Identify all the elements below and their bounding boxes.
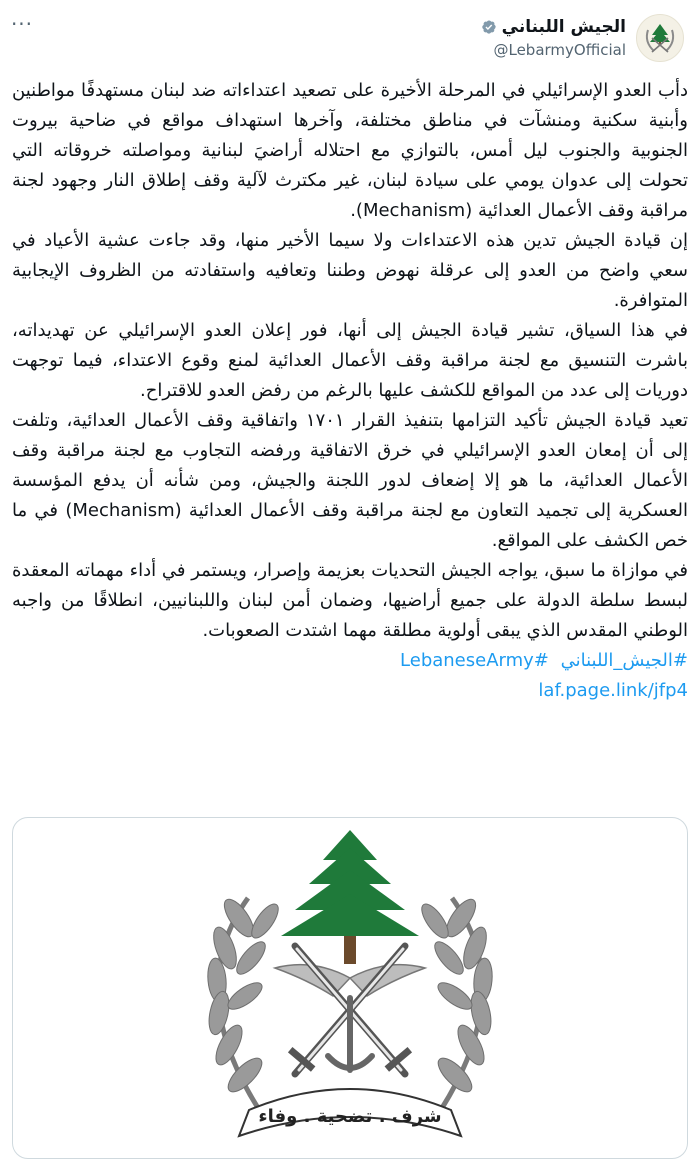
hashtag-link-army-ar[interactable]: #الجيش_اللبناني	[560, 650, 688, 671]
display-name[interactable]: الجيش اللبناني	[501, 17, 626, 37]
verified-badge-icon	[479, 18, 497, 36]
media-card[interactable]	[12, 817, 688, 1159]
name-row	[479, 16, 626, 38]
url-line	[12, 676, 688, 706]
tweet-paragraph: إن قيادة الجيش تدين هذه الاعتداءات ولا سيما الأخير منها، وقد جاءت عشية الأعياد في سعي واضح من العدو إلى عرقلة نهوض وطننا وتعافيه واستفادته من الظروف الإيجابية المتوافرة.	[12, 230, 688, 311]
author-info[interactable]	[479, 16, 626, 60]
tweet-paragraph: تعيد قيادة الجيش تأكيد التزامها بتنفيذ القرار ١٧٠١ واتفاقية وقف الأعمال العدائية، وتلفت إلى أن إمعان العدو الإسرائيلي في خرق الاتفاقية ورفضه التجاوب مع لجنة مراقبة وقف الأعمال العدائية، ما هو إلا إضعاف لدور اللجنة والجيش، ومن شأنه أن يدفع المؤسسة العسكرية إلى تجميد التعاون مع لجنة مراقبة وقف الأعمال العدائية (Mechanism) في ما خص الكشف على المواقع.	[12, 410, 688, 551]
hashtag-line	[12, 646, 688, 676]
tweet-paragraph: في موازاة ما سبق، يواجه الجيش التحديات بعزيمة وإصرار، ويستمر في أداء مهماته المعقدة لبسط سلطة الدولة على جميع أراضيها، وضمان أمن لبنان واللبنانيين، انطلاقًا من واجبه الوطني المقدس الذي يبقى أولوية مطلقة مهما اشتدت الصعوبات.	[12, 560, 688, 641]
tweet-paragraph: دأب العدو الإسرائيلي في المرحلة الأخيرة على تصعيد اعتداءاته ضد لبنان مستهدفًا مواطنين وأبنية سكنية ومنشآت في مناطق مختلفة، وآخرها استهداف مواقع في ضاحية بيروت الجنوبية والجنوب ليل أمس، بالتوازي مع احتلاله أراضيَ لبنانية ومواصلته خروقاته التي تحولت إلى عدوان يومي على سيادة لبنان، غير مكترث لآلية وقف إطلاق النار وجهود لجنة مراقبة وقف الأعمال العدائية (Mechanism).	[12, 80, 688, 221]
army-emblem-avatar-icon	[640, 18, 680, 58]
external-link[interactable]: laf.page.link/jfp4	[538, 680, 688, 701]
lebanese-army-emblem-image	[13, 818, 687, 1158]
emblem-motto: شرف . تضحية . وفاء	[258, 1106, 442, 1127]
more-options-button[interactable]: ···	[10, 12, 34, 36]
avatar[interactable]	[636, 14, 684, 62]
user-handle[interactable]: @LebarmyOfficial	[493, 41, 626, 59]
tweet-header	[479, 12, 684, 64]
tweet-body	[12, 76, 688, 706]
tweet-paragraph: في هذا السياق، تشير قيادة الجيش إلى أنها، فور إعلان العدو الإسرائيلي عن تهديداته، باشرت التنسيق مع لجنة مراقبة وقف الأعمال العدائية لمنع وقوع الاعتداء، فيما توجهت دوريات إلى عدد من المواقع للكشف عليها بالرغم من رفض العدو للاقتراح.	[12, 320, 688, 401]
hashtag-link-lebanese-army[interactable]: #LebaneseArmy	[400, 650, 549, 671]
